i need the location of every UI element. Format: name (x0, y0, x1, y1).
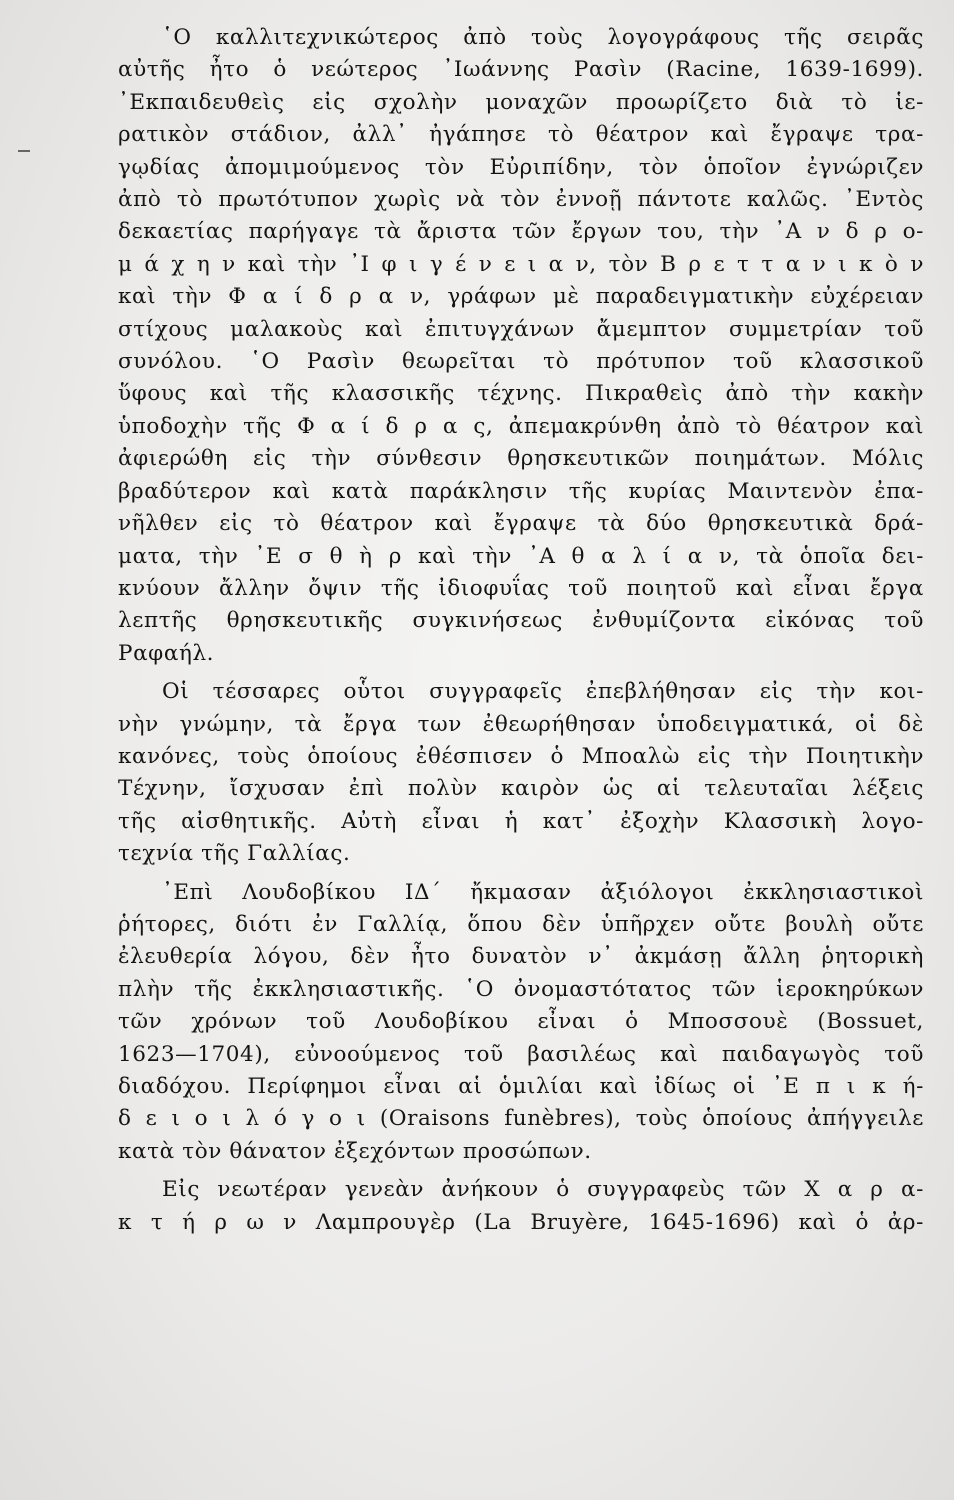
text-line: Ραφαήλ. (118, 640, 215, 666)
text-line: κανόνες, τοὺς ὁποίους ἐθέσπισεν ὁ Μποαλὼ εἰς τὴν Ποιητικὴν (118, 743, 924, 769)
paragraph-3 (118, 877, 924, 1169)
text-line: νῆλθεν εἰς τὸ θέατρον καὶ ἔγραψε τὰ δύο θρησκευτικὰ δρά- (118, 511, 924, 537)
text-line: ᾿Επὶ Λουδοβίκου ΙΔ´ ἤκμασαν ἀξιόλογοι ἐκκλησιαστικοὶ (162, 879, 924, 905)
text-line: ὑποδοχὴν τῆς Φ α ί δ ρ α ς, ἀπεμακρύνθη ἀπὸ τὸ θέατρον καὶ (118, 413, 924, 439)
text-line: ᾿Εκπαιδευθεὶς εἰς σχολὴν μοναχῶν προωρίζετο διὰ τὸ ἱε- (118, 89, 924, 115)
text-line: δεκαετίας παρήγαγε τὰ ἄριστα τῶν ἔργων του, τὴν ᾿Α ν δ ρ ο- (118, 219, 924, 245)
paragraph-4 (118, 1174, 924, 1239)
text-line: Εἰς νεωτέραν γενεὰν ἀνήκουν ὁ συγγραφεὺς τῶν Χ α ρ α- (162, 1177, 924, 1203)
text-line: ρατικὸν στάδιον, ἀλλ᾿ ἠγάπησε τὸ θέατρον καὶ ἔγραψε τρα- (118, 122, 924, 148)
text-line: κατὰ τὸν θάνατον ἐξεχόντων προσώπων. (118, 1138, 592, 1164)
text-line: διαδόχου. Περίφημοι εἶναι αἱ ὁμιλίαι καὶ ἰδίως οἱ ᾿Ε π ι κ ή- (118, 1074, 924, 1099)
text-line: ἐλευθερία λόγου, δὲν ἦτο δυνατὸν ν᾿ ἀκμάσῃ ἄλλη ῥητορικὴ (118, 944, 924, 970)
paragraph-1 (118, 22, 924, 670)
text-line: αὐτῆς ἦτο ὁ νεώτερος ᾿Ιωάννης Ρασὶν (Racine, 1639-1699). (118, 57, 924, 83)
paragraph-2 (118, 676, 924, 870)
text-line: συνόλου. ῾Ο Ρασὶν θεωρεῖται τὸ πρότυπον τοῦ κλασσικοῦ (118, 349, 924, 375)
text-line: στίχους μαλακοὺς καὶ ἐπιτυγχάνων ἄμεμπτον συμμετρίαν τοῦ (118, 316, 924, 342)
text-line: μ ά χ η ν καὶ τὴν ᾿Ι φ ι γ έ ν ε ι α ν, τὸν Β ρ ε τ τ α ν ι κ ὸ ν (118, 251, 924, 277)
text-line: ὕφους καὶ τῆς κλασσικῆς τέχνης. Πικραθεὶς ἀπὸ τὴν κακὴν (118, 381, 924, 407)
text-line: Οἱ τέσσαρες οὗτοι συγγραφεῖς ἐπεβλήθησαν εἰς τὴν κοι- (162, 679, 924, 705)
body-text (118, 22, 924, 1239)
text-line: ἀπὸ τὸ πρωτότυπον χωρὶς νὰ τὸν ἐννοῇ πάντοτε καλῶς. ᾿Εντὸς (118, 187, 924, 213)
text-line: κνύουν ἄλλην ὄψιν τῆς ἰδιοφυΐας τοῦ ποιητοῦ καὶ εἶναι ἔργα (118, 575, 924, 601)
text-line: νὴν γνώμην, τὰ ἔργα των ἐθεωρήθησαν ὑποδειγματικά, οἱ δὲ (118, 711, 924, 737)
text-line: ἀφιερώθη εἰς τὴν σύνθεσιν θρησκευτικῶν ποιημάτων. Μόλις (118, 446, 924, 472)
text-line: ῾Ο καλλιτεχνικώτερος ἀπὸ τοὺς λογογράφους τῆς σειρᾶς (162, 25, 924, 50)
text-line: ῥήτορες, διότι ἐν Γαλλίᾳ, ὅπου δὲν ὑπῆρχεν οὔτε βουλὴ οὔτε (118, 911, 924, 937)
text-line: πλὴν τῆς ἐκκλησιαστικῆς. ῾Ο ὀνομαστότατος τῶν ἱεροκηρύκων (118, 976, 924, 1002)
margin-mark (18, 150, 30, 152)
text-line: δ ε ι ο ι λ ό γ ο ι (Oraisons funèbres), τοὺς ὁποίους ἀπήγγειλε (118, 1106, 924, 1132)
text-line: τεχνία τῆς Γαλλίας. (118, 841, 351, 867)
text-line: Τέχνην, ἴσχυσαν ἐπὶ πολὺν καιρὸν ὡς αἱ τελευταῖαι λέξεις (118, 776, 924, 802)
text-line: κ τ ή ρ ω ν Λαμπρουγὲρ (La Bruyère, 1645-1696) καὶ ὁ ἀρ- (118, 1209, 924, 1235)
text-line: καὶ τὴν Φ α ί δ ρ α ν, γράφων μὲ παραδειγματικὴν εὐχέρειαν (118, 284, 924, 310)
text-line: τῶν χρόνων τοῦ Λουδοβίκου εἶναι ὁ Μποσσουὲ (Bossuet, (118, 1009, 924, 1035)
text-line: βραδύτερον καὶ κατὰ παράκλησιν τῆς κυρίας Μαιντενὸν ἐπα- (118, 478, 924, 504)
text-line: 1623—1704), εὐνοούμενος τοῦ βασιλέως καὶ παιδαγωγὸς τοῦ (118, 1041, 924, 1067)
text-line: ματα, τὴν ᾿Ε σ θ ὴ ρ καὶ τὴν ᾿Α θ α λ ί α ν, τὰ ὁποῖα δει- (118, 543, 924, 569)
text-line: γῳδίας ἀπομιμούμενος τὸν Εὐριπίδην, τὸν ὁποῖον ἐγνώριζεν (118, 154, 924, 180)
text-line: λεπτῆς θρησκευτικῆς συγκινήσεως ἐνθυμίζοντα εἰκόνας τοῦ (118, 608, 924, 634)
text-line: τῆς αἰσθητικῆς. Αὐτὴ εἶναι ἡ κατ᾿ ἐξοχὴν Κλασσικὴ λογο- (118, 808, 924, 834)
